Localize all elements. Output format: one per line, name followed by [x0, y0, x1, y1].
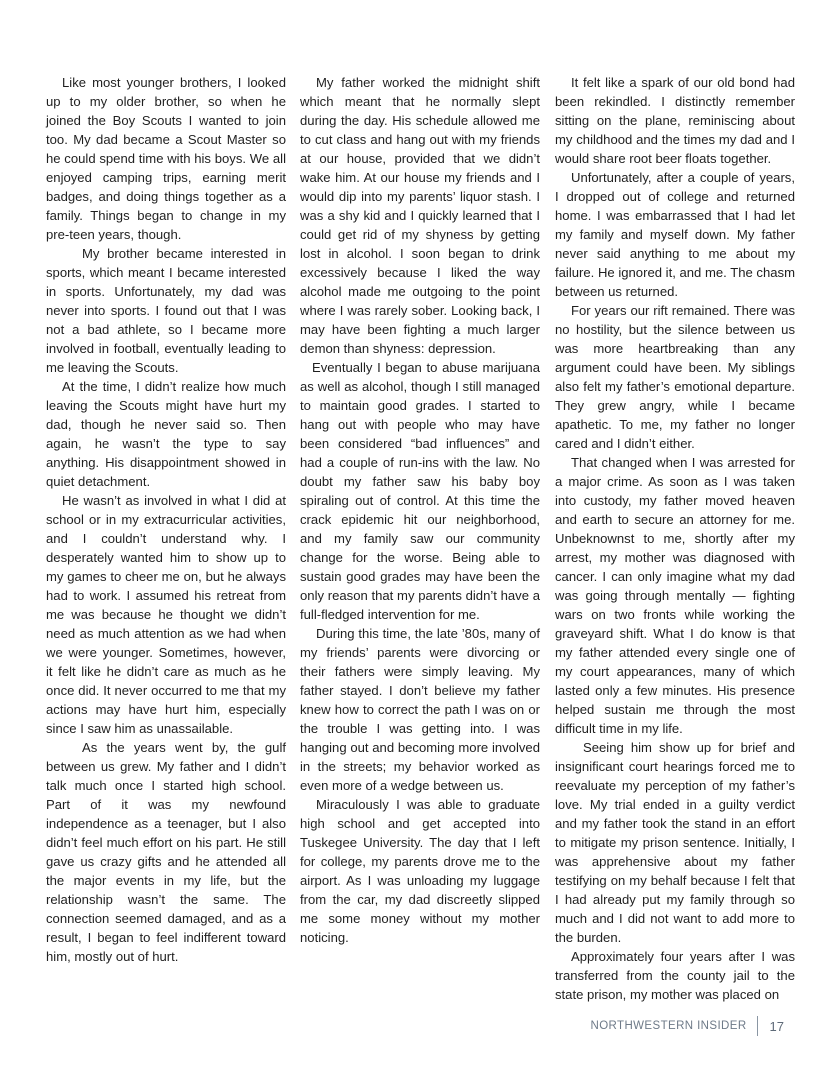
paragraph: Seeing him show up for brief and insignificant court hearings forced me to reevaluate my perception of my father’s love. My trial ended in a guilty verdict and my father took the stand in an effort to mitigate my prison sentence. Initially, I was apprehensive about my father testifying on my behalf because I felt that I had already put my family through so much and I did not want to add more to the burden. — [555, 740, 795, 945]
paragraph: It felt like a spark of our old bond had been rekindled. I distinctly remember sitting on the plane, reminiscing about my childhood and the times my dad and I would share root beer floats together. — [555, 75, 795, 166]
paragraph: Eventually I began to abuse marijuana as well as alcohol, though I still managed to maintain good grades. I started to hang out with people who may have been considered “bad influences” and had a couple of run-ins with the law. No doubt my father saw his baby boy spiraling out of control. At this time the crack epidemic hit our neighborhood, and my family saw our community change for the worse. Being able to sustain good grades may have been the only reason that my parents didn’t have a full-fledged intervention for me. — [300, 360, 540, 622]
publication-name: NORTHWESTERN INSIDER — [590, 1020, 747, 1032]
paragraph: During this time, the late ’80s, many of my friends’ parents were divorcing or their fathers were simply leaving. My father stayed. I don’t believe my father knew how to correct the path I was on or the trouble I was getting into. I was hanging out and becoming more involved in the streets; my behavior worked as even more of a wedge between us. — [300, 626, 540, 793]
paragraph: Approximately four years after I was transferred from the county jail to the state prison, my mother was placed on — [555, 949, 795, 1002]
paragraph: As the years went by, the gulf between us grew. My father and I didn’t talk much once I started high school. Part of it was my newfound independence as a teenager, but I also didn’t feel much effort on his part. He still gave us crazy gifts and he attended all the major events in my life, but the relationship wasn’t the same. The connection seemed damaged, and as a result, I began to feel indifferent toward him, mostly out of hurt. — [46, 740, 286, 964]
paragraph: Like most younger brothers, I looked up to my older brother, so when he joined the Boy Scouts I wanted to join too. My dad became a Scout Master so he could spend time with his boys. We all enjoyed camping trips, earning merit badges, and doing things together as a family. Things began to change in my pre-teen years, though. — [46, 75, 286, 242]
paragraph: He wasn’t as involved in what I did at school or in my extracurricular activities, and I couldn’t understand why. I desperately wanted him to show up to my games to cheer me on, but he always had to work. I assumed his retreat from me was because he thought we didn’t need as much attention as we had when we were younger. Sometimes, however, it felt like he didn’t care as much as he once did. It never occurred to me that my actions may have hurt him, especially since I saw him as unassailable. — [46, 493, 286, 736]
footer-divider — [757, 1016, 758, 1036]
page-number: 17 — [769, 1018, 784, 1034]
paragraph: My brother became interested in sports, which meant I became interested in sports. Unfortunately, my dad was never into sports. I found out that I was not a bad athlete, so I became more involved in football, eventually leading to me leaving the Scouts. — [46, 246, 286, 375]
paragraph: My father worked the midnight shift which meant that he normally slept during the day. His schedule allowed me to cut class and hang out with my friends at our house, provided that we didn’t wake him. At our house my friends and I would dip into my parents’ liquor stash. I was a shy kid and I quickly learned that I could get rid of my shyness by getting lost in alcohol. I soon began to drink excessively because I liked the way alcohol made me outgoing to the point where I was rarely sober. Looking back, I may have been fighting a much larger demon than shyness: depression. — [300, 75, 540, 356]
text-column-3 — [555, 73, 795, 1004]
paragraph: Miraculously I was able to graduate high school and get accepted into Tuskegee University. The day that I left for college, my parents drove me to the airport. As I was unloading my luggage from the car, my dad discreetly slipped me some money without my mother noticing. — [300, 797, 540, 945]
page-footer — [591, 1016, 785, 1036]
paragraph: For years our rift remained. There was no hostility, but the silence between us was more heartbreaking than any argument could have been. My siblings also felt my father’s emotional departure. They grew angry, while I became apathetic. To me, my father no longer cared and I didn’t either. — [555, 303, 795, 451]
text-column-1 — [46, 73, 286, 966]
text-column-2 — [300, 73, 540, 947]
paragraph: That changed when I was arrested for a major crime. As soon as I was taken into custody, my father moved heaven and earth to secure an attorney for me. Unbeknownst to me, shortly after my arrest, my mother was diagnosed with cancer. I can only imagine what my dad was going through mentally — fighting wars on two fronts while working the graveyard shift. What I do know is that my father attended every single one of my court appearances, many of which lasted only a few minutes. His presence helped sustain me through the most difficult time in my life. — [555, 455, 795, 736]
paragraph: At the time, I didn’t realize how much leaving the Scouts might have hurt my dad, though he never said so. Then again, he wasn’t the type to say anything. His disappointment showed in quiet detachment. — [46, 379, 286, 489]
paragraph: Unfortunately, after a couple of years, I dropped out of college and returned home. I was embarrassed that I had let my family and myself down. My father never said anything to me about my failure. He ignored it, and me. The chasm between us returned. — [555, 170, 795, 299]
